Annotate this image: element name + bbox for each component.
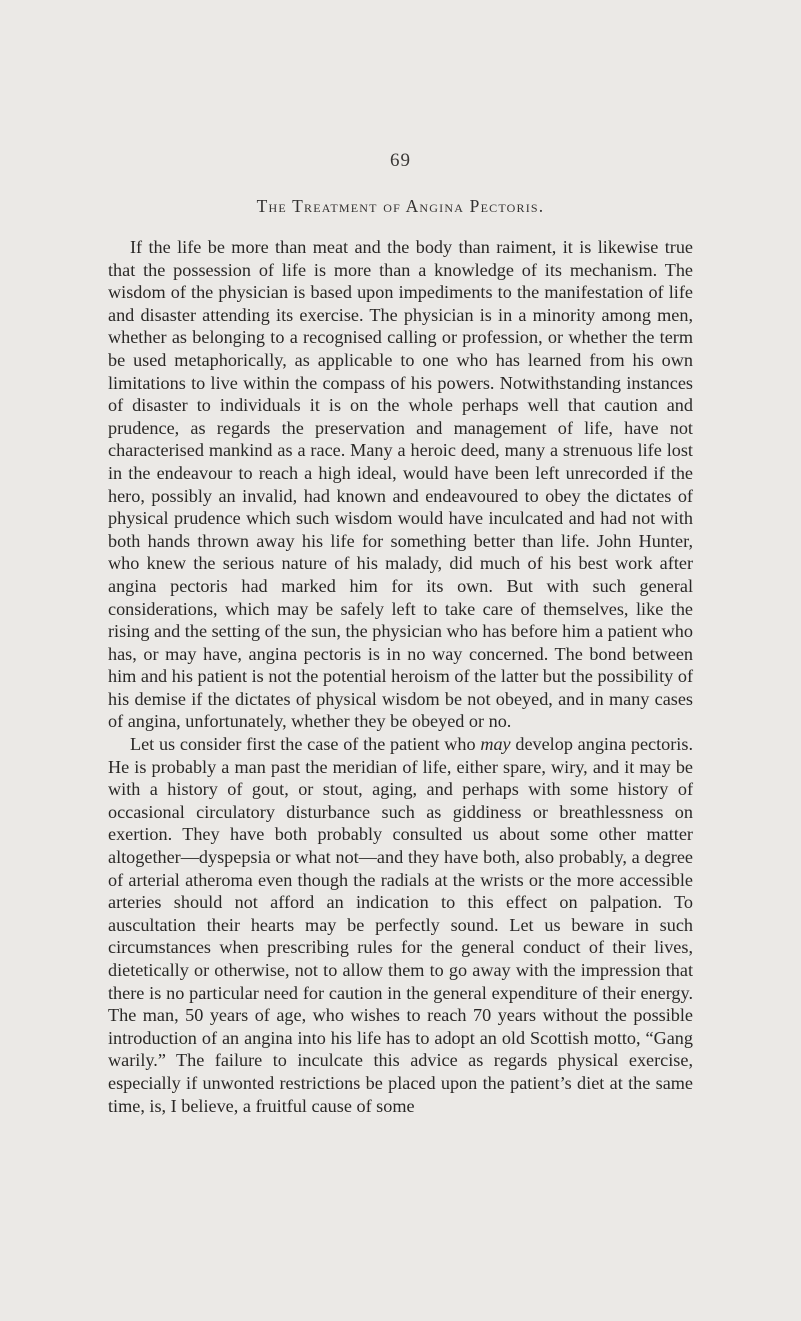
paragraph-text: Let us consider first the case of the patient who (130, 734, 481, 755)
emphasis-text: may (480, 734, 511, 755)
paragraph (108, 733, 693, 1117)
body-text (108, 236, 693, 1117)
paragraph: If the life be more than meat and the body than raiment, it is likewise true that the possession of life is more than a knowledge of its mechanism. The wisdom of the physician is based upon impediments to the manifestation of life and disaster attending its exercise. The physician is in a minority among men, whether as belonging to a recognised calling or profession, or whether the term be used metaphorically, as applicable to one who has learned from his own limitations to live within the compass of his powers. Notwithstanding instances of disaster to individuals it is on the whole perhaps well that caution and prudence, as regards the preservation and management of life, have not characterised mankind as a race. Many a heroic deed, many a strenuous life lost in the endeavour to reach a high ideal, would have been left unrecorded if the hero, possibly an invalid, had known and endeavoured to obey the dictates of physical prudence which such wisdom would have inculcated and had not with both hands thrown away his life for something better than life. John Hunter, who knew the serious nature of his malady, did much of his best work after angina pectoris had marked him for its own. But with such general considerations, which may be safely left to take care of themselves, like the rising and the setting of the sun, the physician who has before him a patient who has, or may have, angina pectoris is in no way concerned. The bond between him and his patient is not the potential heroism of the latter but the possibility of his demise if the dictates of physical wisdom be not obeyed, and in many cases of angina, unfortunately, whether they be obeyed or no. (108, 237, 693, 732)
running-head: The Treatment of Angina Pectoris. (256, 196, 545, 216)
paragraph-text: develop angina pectoris. He is probably a man past the meridian of life, either spare, wiry, and it may be with a history of gout, or stout, aging, and perhaps with some history of occasional circulatory disturbance such as giddiness or breathlessness on exertion. They have both probably consulted us about some other matter altogether—dyspepsia or what not—and they have both, also probably, a degree of arterial atheroma even though the radials at the wrists or the more accessible arteries should not afford an indication to this effect on palpation. To auscultation their hearts may be perfectly sound. Let us beware in such circumstances when prescribing rules for the general conduct of their lives, dietetically or otherwise, not to allow them to go away with the impression that there is no particular need for caution in the general expenditure of their energy. The man, 50 years of age, who wishes to reach 70 years without the possible introduction of an angina into his life has to adopt an old Scottish motto, “Gang warily.” The failure to inculcate this advice as regards physical exercise, especially if unwonted restrictions be placed upon the patient’s diet at the same time, is, I believe, a fruitful cause of some (108, 734, 693, 1116)
page-number: 69 (390, 150, 411, 171)
